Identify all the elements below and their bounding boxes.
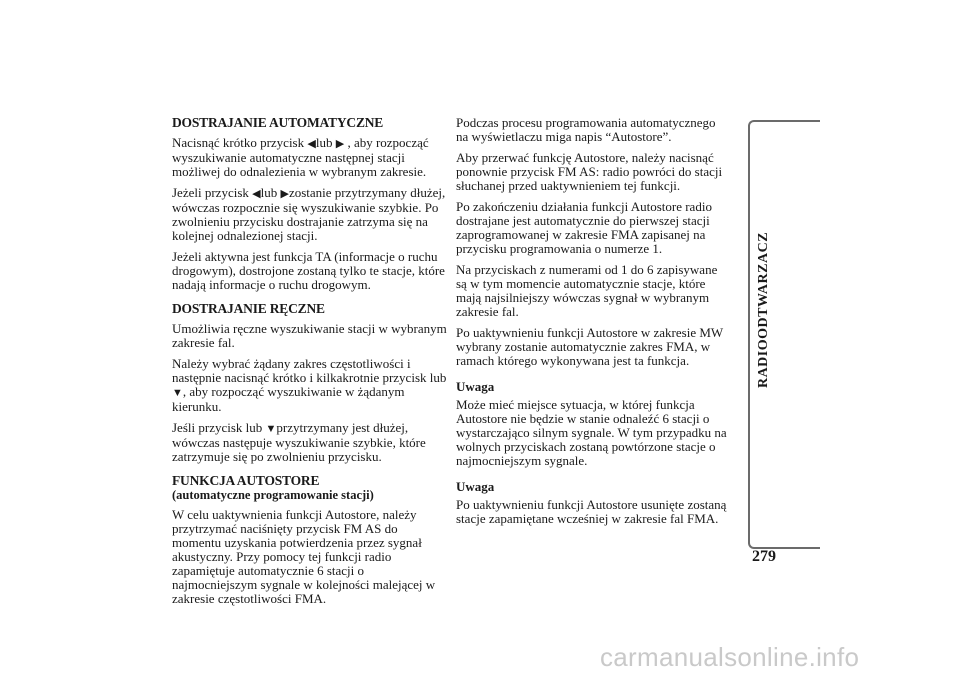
- note-title: Uwaga: [456, 379, 495, 394]
- note-text: Po uaktywnieniu funkcji Autostore usunięte zostaną stacje zapamiętane wcześniej w zakresie fal FMA.: [456, 497, 727, 526]
- chapter-label: [754, 231, 774, 389]
- paragraph: Po zakończeniu działania funkcji Autostore radio dostrajane jest automatycznie do pierwszej stacji zaprogramowanej w zakresie FMA zapisanej na przycisku programowania o numerze 1.: [456, 199, 712, 256]
- right-column: [456, 116, 731, 533]
- paragraph: Aby przerwać funkcję Autostore, należy nacisnąć ponownie przycisk FM AS: radio powróci do stacji słuchanej przed uaktywnieniem tej funkcji.: [456, 150, 723, 193]
- paragraph: [172, 136, 447, 179]
- section-title-autostore: FUNKCJA AUTOSTORE: [172, 473, 320, 488]
- chapter-label-text: RADIOODTWARZACZ: [756, 231, 771, 389]
- right-arrow-icon: ▶: [280, 188, 289, 200]
- text: , aby rozpocząć wyszukiwanie automatyczne następnej stacji możliwej do odnalezienia w wybranym zakresie.: [172, 135, 429, 179]
- paragraph: [172, 421, 447, 464]
- left-arrow-icon: ◀: [252, 188, 261, 200]
- text: Jeśli przycisk lub: [172, 420, 266, 435]
- text: Nacisnąć krótko przycisk: [172, 135, 308, 150]
- watermark: carmanualsonline.info: [600, 642, 860, 672]
- page-number: 279: [752, 548, 776, 565]
- text: przytrzymany jest dłużej, wówczas następuje wyszukiwanie szybkie, które zatrzymuje się po zwolnieniu przycisku.: [172, 420, 426, 464]
- down-arrow-icon: ▼: [172, 387, 183, 399]
- paragraph: Po uaktywnieniu funkcji Autostore w zakresie MW wybrany zostanie automatycznie zakres FMA, w ramach którego wykonywana jest ta funkcja.: [456, 325, 723, 368]
- text: zostanie przytrzymany dłużej, wówczas rozpocznie się wyszukiwanie szybkie. Po zwolnieniu przycisku dostrajanie zatrzyma się na kolejnej odnalezionej stacji.: [172, 185, 446, 243]
- section-manual-tuning: [172, 302, 447, 464]
- right-arrow-icon: ▶: [335, 138, 345, 150]
- text: , aby rozpocząć wyszukiwanie w żądanym kierunku.: [172, 384, 405, 414]
- text: Należy wybrać żądany zakres częstotliwości i następnie nacisnąć krótko i kilkakrotnie przycisk lub: [172, 356, 447, 385]
- paragraph: Jeżeli aktywna jest funkcja TA (informacje o ruchu drogowym), dostrojone zostaną tylko te stacje, które nadają informacje o ruchu drogowym.: [172, 249, 445, 292]
- section-title-automatic-tuning: DOSTRAJANIE AUTOMATYCZNE: [172, 115, 384, 130]
- paragraph: Na przyciskach z numerami od 1 do 6 zapisywane są w tym momencie automatycznie stacje, które mają najsilniejszy wówczas sygnał w wybranym zakresie fal.: [456, 262, 718, 319]
- note-title: Uwaga: [456, 479, 495, 494]
- text: Jeżeli przycisk: [172, 185, 253, 200]
- section-automatic-tuning: [172, 116, 447, 292]
- text: lub: [315, 135, 336, 150]
- paragraph: Podczas procesu programowania automatycznego na wyświetlaczu miga napis “Autostore”.: [456, 115, 716, 144]
- text: lub: [260, 185, 281, 200]
- note-text: Może mieć miejsce sytuacja, w której funkcja Autostore nie będzie w stanie odnaleźć 6 stacji o wystarczająco silnym sygnale. W tym przypadku na wolnych przyciskach zostaną powtórzone stacje o najmocniejszym sygnale.: [456, 397, 727, 468]
- left-column: [172, 116, 447, 616]
- paragraph: [172, 186, 447, 243]
- paragraph: Umożliwia ręczne wyszukiwanie stacji w wybranym zakresie fal.: [172, 321, 447, 350]
- section-autostore: [172, 474, 447, 606]
- section-subtitle-autostore: (automatyczne programowanie stacji): [172, 488, 374, 502]
- left-arrow-icon: ◀: [307, 138, 316, 150]
- section-title-manual-tuning: DOSTRAJANIE RĘCZNE: [172, 301, 325, 316]
- paragraph: W celu uaktywnienia funkcji Autostore, należy przytrzymać naciśnięty przycisk FM AS do momentu uzyskania potwierdzenia przez sygnał akustyczny. Przy pomocy tej funkcji radio zapamiętuje automatycznie 6 stacji o najmocniejszym sygnale w kolejności malejącej w zakresie częstotliwości FMA.: [172, 507, 436, 606]
- paragraph: [172, 357, 447, 414]
- down-arrow-icon: ▼: [265, 423, 277, 435]
